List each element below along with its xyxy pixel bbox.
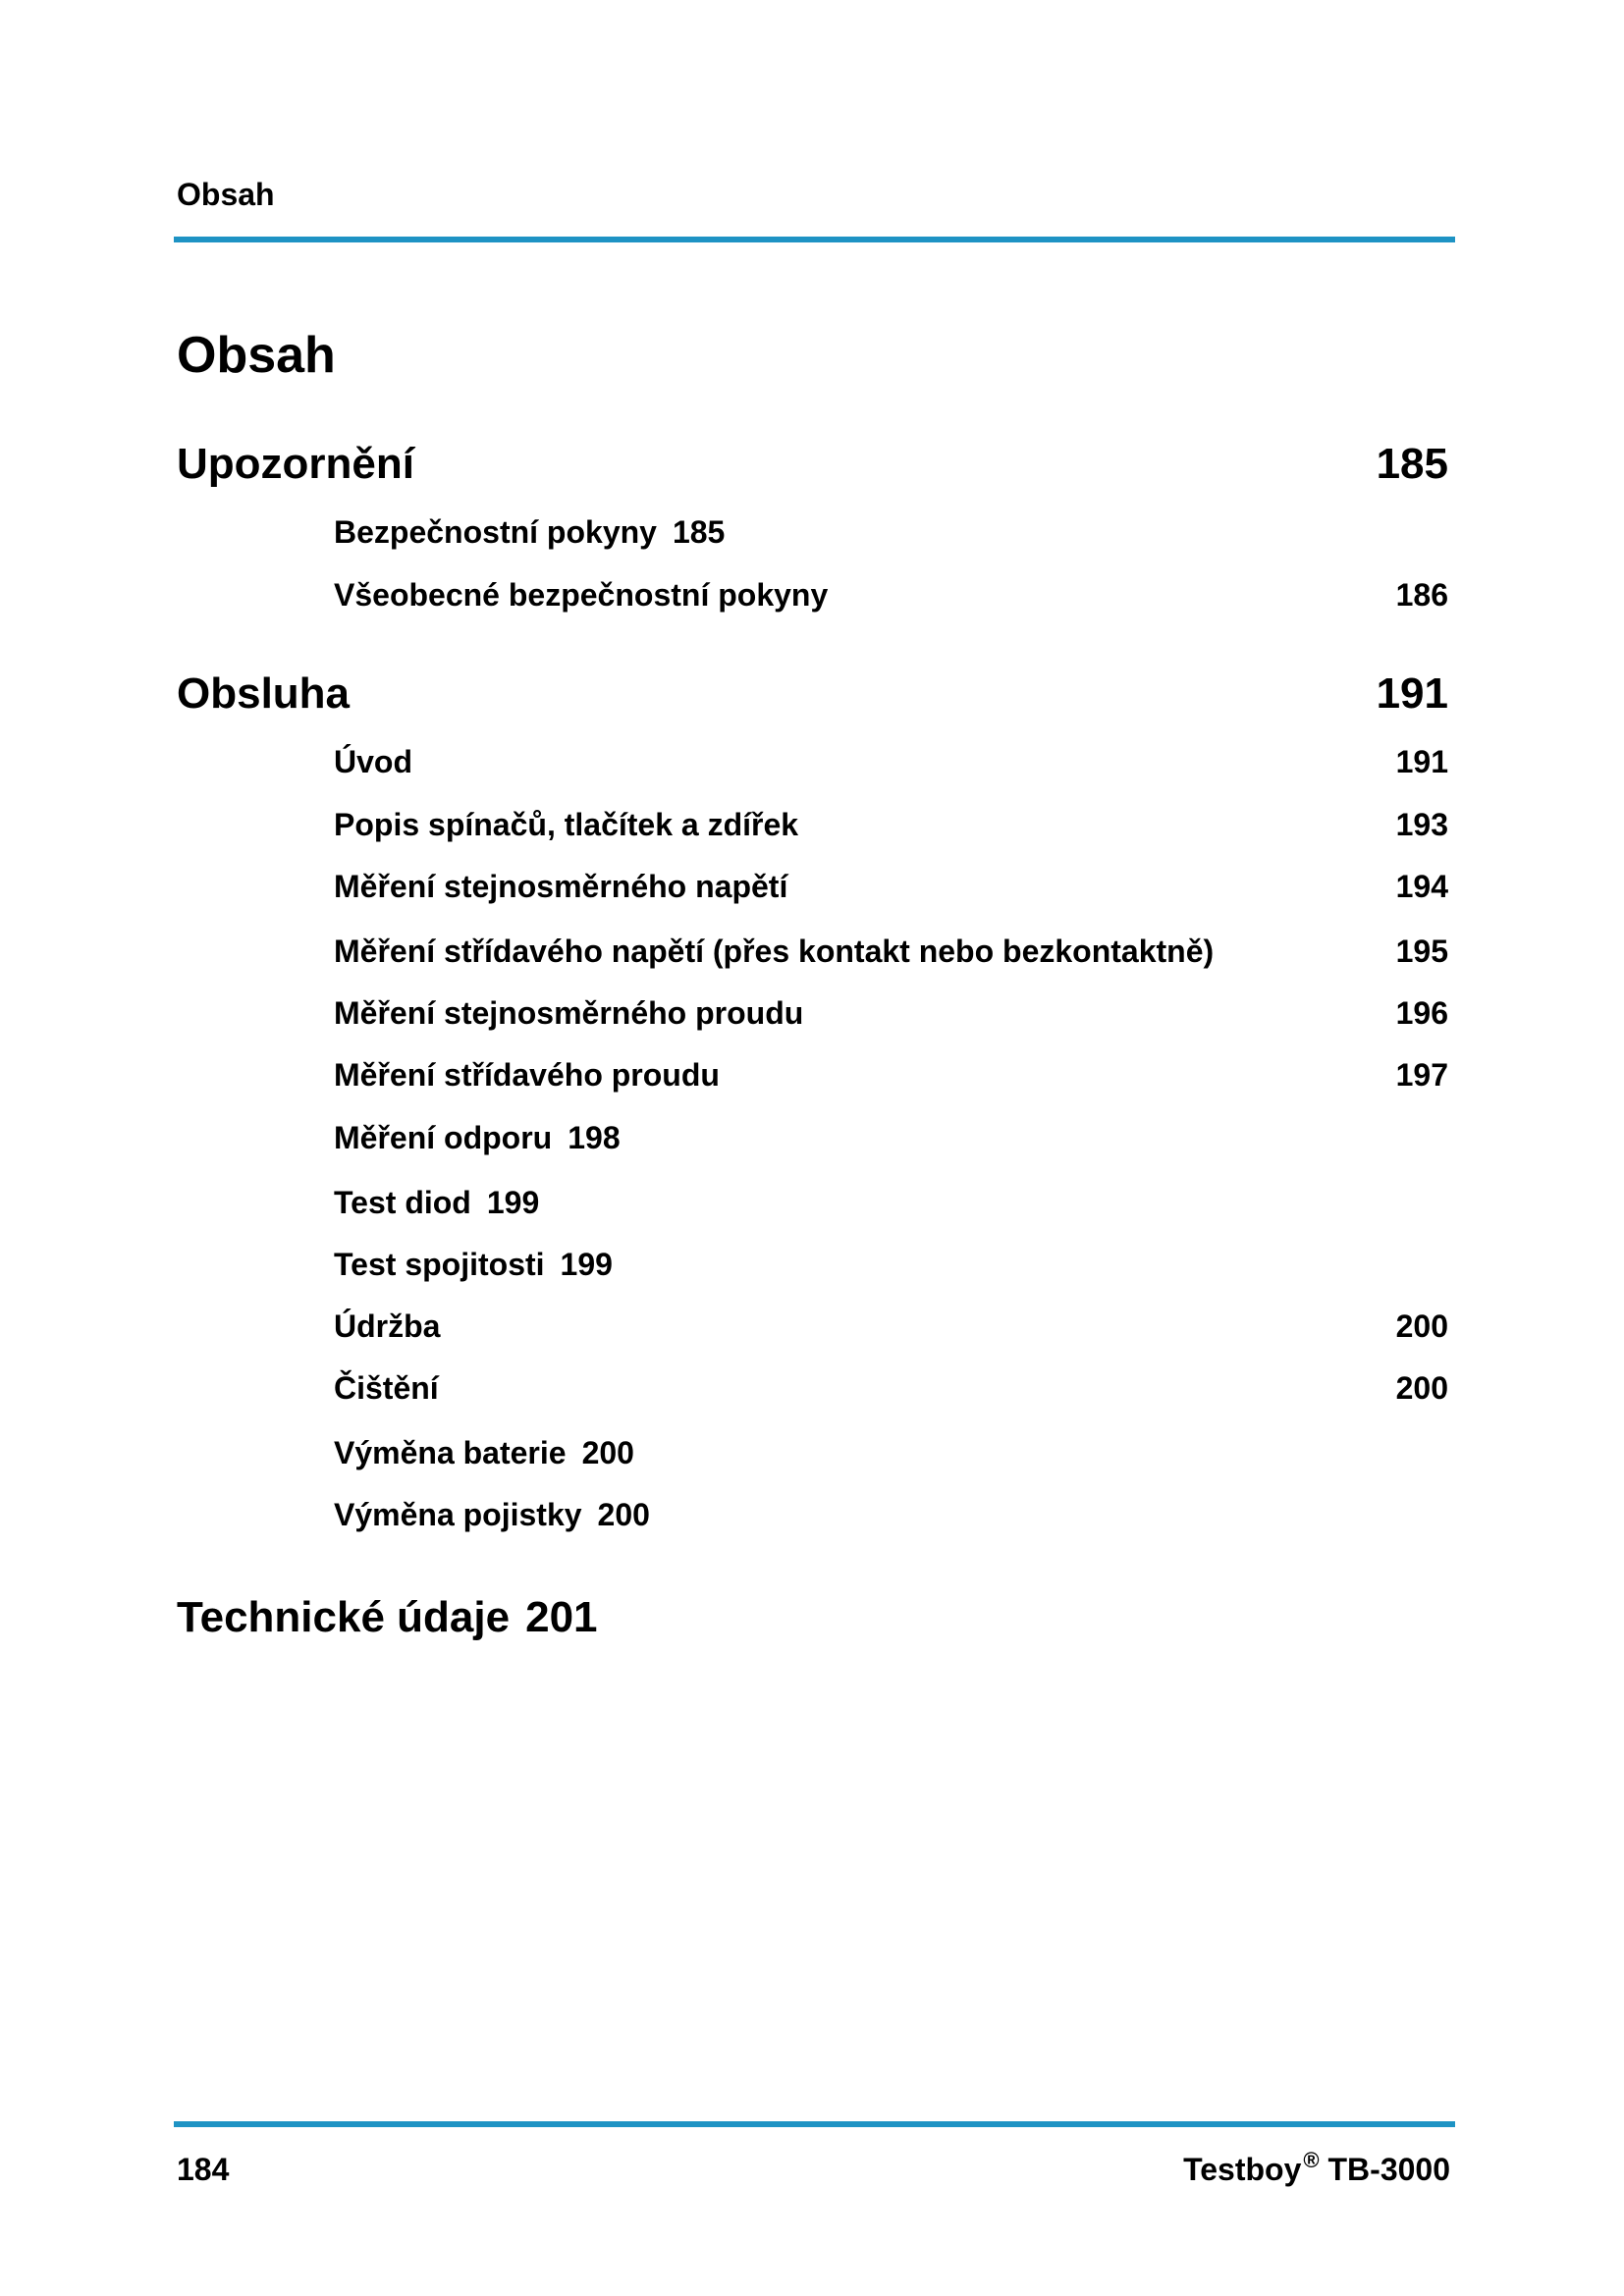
toc-label: Výměna baterie — [334, 1435, 567, 1470]
toc-label: Výměna pojistky — [334, 1497, 582, 1532]
toc-page: 191 — [1376, 669, 1448, 718]
toc-page: 201 — [525, 1593, 598, 1641]
toc-page: 185 — [672, 514, 726, 550]
toc-entry-popis[interactable] — [334, 807, 1453, 843]
page-title: Obsah — [177, 327, 336, 384]
toc-page: 193 — [1395, 807, 1448, 842]
toc-label: Bezpečnostní pokyny — [334, 514, 657, 550]
toc-entry-odpor[interactable] — [334, 1120, 1453, 1156]
toc-label: Údržba — [334, 1308, 441, 1344]
toc-entry-technicke-udaje[interactable] — [177, 1593, 1453, 1642]
toc-page: 191 — [1395, 744, 1448, 779]
toc-page: 194 — [1395, 869, 1448, 904]
toc-entry-diody[interactable] — [334, 1185, 1453, 1221]
brand-name: Testboy — [1183, 2152, 1302, 2187]
toc-entry-ac-napeti[interactable] — [334, 934, 1453, 970]
toc-page: 185 — [1376, 440, 1448, 488]
toc-entry-spojitost[interactable] — [334, 1247, 1453, 1283]
running-header: Obsah — [177, 177, 275, 212]
toc-page: 200 — [581, 1435, 634, 1470]
toc-entry-obsluha[interactable] — [177, 669, 1453, 719]
toc-page: 196 — [1395, 995, 1448, 1031]
footer-product — [1183, 2148, 1450, 2188]
toc-label: Měření stejnosměrného napětí — [334, 869, 788, 904]
toc-page: 186 — [1395, 577, 1448, 613]
model-name: TB-3000 — [1327, 2152, 1450, 2187]
page-number: 184 — [177, 2152, 230, 2187]
toc-label: Test diod — [334, 1185, 471, 1220]
toc-entry-dc-napeti[interactable] — [334, 869, 1453, 905]
registered-mark: ® — [1303, 2148, 1320, 2172]
toc-entry-cisteni[interactable] — [334, 1370, 1453, 1407]
toc-entry-bezpecnostni-pokyny[interactable] — [334, 514, 1453, 551]
toc-page: 199 — [560, 1247, 613, 1282]
toc-entry-dc-proud[interactable] — [334, 995, 1453, 1032]
footer-rule — [174, 2121, 1455, 2127]
toc-label: Měření střídavého napětí (přes kontakt nebo bezkontaktně) — [334, 934, 1215, 969]
toc-label: Měření odporu — [334, 1120, 553, 1155]
toc-entry-vseobecne-bezpecnostni-pokyny[interactable] — [334, 577, 1453, 614]
toc-label: Měření střídavého proudu — [334, 1057, 720, 1093]
toc-page: 199 — [486, 1185, 540, 1220]
toc-label: Test spojitosti — [334, 1247, 545, 1282]
toc-entry-pojistka[interactable] — [334, 1497, 1453, 1533]
toc-page: 197 — [1395, 1057, 1448, 1093]
toc-entry-baterie[interactable] — [334, 1435, 1453, 1471]
toc-page: 198 — [568, 1120, 621, 1155]
toc-page: 200 — [1395, 1370, 1448, 1406]
toc-entry-ac-proud[interactable] — [334, 1057, 1453, 1094]
toc-label: Upozornění — [177, 440, 414, 488]
toc-page: 200 — [597, 1497, 650, 1532]
toc-label: Popis spínačů, tlačítek a zdířek — [334, 807, 799, 842]
toc-entry-upozorneni[interactable] — [177, 440, 1453, 489]
toc-page: 195 — [1395, 934, 1448, 969]
header-rule — [174, 237, 1455, 242]
toc-page: 200 — [1395, 1308, 1448, 1344]
toc-label: Čištění — [334, 1370, 439, 1406]
toc-label: Úvod — [334, 744, 412, 779]
toc-label: Měření stejnosměrného proudu — [334, 995, 804, 1031]
toc-label: Obsluha — [177, 669, 351, 718]
toc-entry-udrzba[interactable] — [334, 1308, 1453, 1345]
toc-label: Technické údaje — [177, 1593, 511, 1641]
toc-label: Všeobecné bezpečnostní pokyny — [334, 577, 829, 613]
toc-entry-uvod[interactable] — [334, 744, 1453, 780]
